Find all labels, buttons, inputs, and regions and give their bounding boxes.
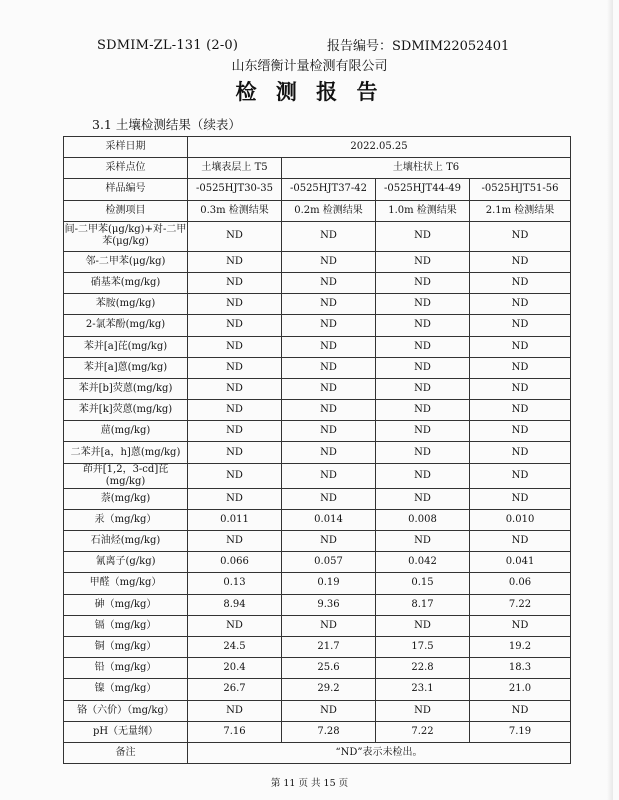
page-edge-shadow: [607, 0, 613, 800]
parameter-name: 苯并[a]蒽(mg/kg): [64, 357, 188, 378]
result-value: ND: [188, 315, 282, 336]
parameter-name: 苯并[a]芘(mg/kg): [64, 336, 188, 357]
parameter-name: 苯胺(mg/kg): [64, 294, 188, 315]
result-value: ND: [282, 463, 376, 488]
result-row: [64, 400, 571, 421]
result-value: 9.36: [282, 594, 376, 615]
sample-id: -0525HJT44-49: [376, 179, 470, 200]
result-value: 0.014: [282, 509, 376, 530]
result-value: ND: [470, 221, 571, 251]
result-value: 21.7: [282, 636, 376, 657]
result-value: 19.2: [470, 636, 571, 657]
result-value: ND: [188, 400, 282, 421]
document-title: 检 测 报 告: [235, 79, 384, 104]
result-value: 29.2: [282, 679, 376, 700]
result-row: [64, 378, 571, 399]
parameter-name: 萘(mg/kg): [64, 488, 188, 509]
result-value: ND: [376, 400, 470, 421]
result-value: 17.5: [376, 636, 470, 657]
parameter-name: 邻-二甲苯(μg/kg): [64, 251, 188, 272]
result-value: ND: [188, 700, 282, 721]
result-value: ND: [470, 294, 571, 315]
result-value: ND: [470, 442, 571, 463]
sample-id: -0525HJT30-35: [188, 179, 282, 200]
result-row: [64, 421, 571, 442]
result-value: ND: [470, 463, 571, 488]
depth-label: 1.0m 检测结果: [376, 200, 470, 221]
result-value: ND: [470, 315, 571, 336]
parameter-name: pH（无量纲）: [64, 721, 188, 742]
remark-label: 备注: [64, 742, 188, 763]
parameter-name: 氰离子(g/kg): [64, 552, 188, 573]
result-value: 7.19: [470, 721, 571, 742]
site-t6: 土壤柱状上 T6: [282, 158, 571, 179]
result-value: 21.0: [470, 679, 571, 700]
result-value: ND: [470, 615, 571, 636]
result-value: ND: [376, 421, 470, 442]
result-row: [64, 573, 571, 594]
date-row: [64, 137, 571, 158]
result-row: [64, 272, 571, 293]
depth-label: 2.1m 检测结果: [470, 200, 571, 221]
parameter-name: 苯并[b]荧蒽(mg/kg): [64, 378, 188, 399]
result-value: ND: [282, 294, 376, 315]
result-row: [64, 679, 571, 700]
result-row: [64, 336, 571, 357]
result-row: [64, 531, 571, 552]
depth-label: 0.2m 检测结果: [282, 200, 376, 221]
result-row: [64, 615, 571, 636]
date-label: 采样日期: [64, 137, 188, 158]
result-row: [64, 488, 571, 509]
result-value: ND: [376, 700, 470, 721]
section-title: 3.1 土壤检测结果（续表）: [92, 117, 241, 132]
result-value: 0.19: [282, 573, 376, 594]
result-value: ND: [470, 357, 571, 378]
parameter-name: 汞（mg/kg）: [64, 509, 188, 530]
result-value: ND: [188, 357, 282, 378]
result-value: ND: [282, 442, 376, 463]
result-value: ND: [188, 294, 282, 315]
parameter-name: 甲醛（mg/kg）: [64, 573, 188, 594]
result-row: [64, 221, 571, 251]
result-value: 26.7: [188, 679, 282, 700]
result-row: [64, 658, 571, 679]
result-value: ND: [376, 294, 470, 315]
result-value: ND: [282, 357, 376, 378]
result-value: 22.8: [376, 658, 470, 679]
item-row: [64, 200, 571, 221]
result-value: ND: [376, 488, 470, 509]
result-value: ND: [282, 421, 376, 442]
result-value: 0.13: [188, 573, 282, 594]
sample-row: [64, 179, 571, 200]
parameter-name: 石油烃(mg/kg): [64, 531, 188, 552]
result-value: 0.15: [376, 573, 470, 594]
parameter-name: 铬（六价）（mg/kg）: [64, 700, 188, 721]
result-value: ND: [282, 221, 376, 251]
parameter-name: 2-氯苯酚(mg/kg): [64, 315, 188, 336]
remark-row: [64, 742, 571, 763]
result-value: 0.008: [376, 509, 470, 530]
result-row: [64, 357, 571, 378]
site-label: 采样点位: [64, 158, 188, 179]
result-value: ND: [188, 378, 282, 399]
result-value: ND: [188, 221, 282, 251]
parameter-name: 镍（mg/kg）: [64, 679, 188, 700]
result-row: [64, 509, 571, 530]
result-value: 7.22: [470, 594, 571, 615]
result-value: ND: [188, 272, 282, 293]
page-footer: 第 11 页 共 15 页: [270, 778, 349, 789]
sample-id: -0525HJT37-42: [282, 179, 376, 200]
company-name: 山东缙衡计量检测有限公司: [231, 59, 388, 74]
result-row: [64, 636, 571, 657]
result-value: ND: [376, 221, 470, 251]
parameter-name: 二苯并[a，h]蒽(mg/kg): [64, 442, 188, 463]
parameter-name: 茚并[1,2，3-cd]芘(mg/kg): [64, 463, 188, 488]
result-value: ND: [376, 315, 470, 336]
result-value: ND: [470, 272, 571, 293]
result-value: ND: [470, 400, 571, 421]
result-value: ND: [376, 378, 470, 399]
result-row: [64, 251, 571, 272]
result-value: ND: [470, 378, 571, 399]
parameter-name: 间-二甲苯(μg/kg)+对-二甲苯(μg/kg): [64, 221, 188, 251]
item-label: 检测项目: [64, 200, 188, 221]
result-value: ND: [376, 531, 470, 552]
result-value: ND: [470, 421, 571, 442]
result-value: ND: [188, 336, 282, 357]
result-value: ND: [188, 488, 282, 509]
result-row: [64, 721, 571, 742]
result-value: 0.066: [188, 552, 282, 573]
result-value: 0.011: [188, 509, 282, 530]
result-value: 7.22: [376, 721, 470, 742]
result-row: [64, 442, 571, 463]
result-value: ND: [282, 378, 376, 399]
result-row: [64, 700, 571, 721]
result-value: ND: [376, 615, 470, 636]
result-value: ND: [188, 463, 282, 488]
result-value: ND: [188, 442, 282, 463]
result-value: ND: [282, 315, 376, 336]
result-value: ND: [282, 488, 376, 509]
result-value: ND: [470, 251, 571, 272]
result-value: 7.16: [188, 721, 282, 742]
result-value: ND: [282, 336, 376, 357]
result-row: [64, 463, 571, 488]
result-row: [64, 594, 571, 615]
result-value: ND: [376, 251, 470, 272]
result-value: ND: [376, 272, 470, 293]
result-value: ND: [188, 615, 282, 636]
result-value: 0.010: [470, 509, 571, 530]
result-value: 8.17: [376, 594, 470, 615]
result-value: ND: [282, 615, 376, 636]
result-value: ND: [376, 336, 470, 357]
parameter-name: 铜（mg/kg）: [64, 636, 188, 657]
result-value: ND: [470, 336, 571, 357]
result-value: ND: [470, 488, 571, 509]
result-value: ND: [282, 531, 376, 552]
sample-id: -0525HJT51-56: [470, 179, 571, 200]
site-row: [64, 158, 571, 179]
parameter-name: 铅（mg/kg）: [64, 658, 188, 679]
result-value: ND: [188, 421, 282, 442]
result-row: [64, 315, 571, 336]
date-value: 2022.05.25: [188, 137, 571, 158]
parameter-name: 镉（mg/kg）: [64, 615, 188, 636]
result-value: 0.06: [470, 573, 571, 594]
result-row: [64, 294, 571, 315]
result-value: ND: [376, 442, 470, 463]
soil-results-table: [63, 136, 571, 764]
report-number: 报告编号：SDMIM22052401: [327, 39, 510, 54]
remark-value: “ND”表示未检出。: [188, 742, 571, 763]
result-value: ND: [188, 251, 282, 272]
result-value: ND: [282, 400, 376, 421]
result-value: 7.28: [282, 721, 376, 742]
result-value: 0.041: [470, 552, 571, 573]
parameter-name: 砷（mg/kg）: [64, 594, 188, 615]
parameter-name: 苯并[k]荧蒽(mg/kg): [64, 400, 188, 421]
result-value: 25.6: [282, 658, 376, 679]
form-code: SDMIM-ZL-131 (2-0): [97, 38, 239, 53]
result-value: ND: [376, 357, 470, 378]
sample-label: 样品编号: [64, 179, 188, 200]
depth-label: 0.3m 检测结果: [188, 200, 282, 221]
site-t5: 土壤表层上 T5: [188, 158, 282, 179]
result-value: 24.5: [188, 636, 282, 657]
result-value: ND: [188, 531, 282, 552]
result-value: ND: [282, 700, 376, 721]
result-value: 23.1: [376, 679, 470, 700]
result-value: 18.3: [470, 658, 571, 679]
result-value: 8.94: [188, 594, 282, 615]
result-value: ND: [376, 463, 470, 488]
result-row: [64, 552, 571, 573]
result-value: ND: [282, 251, 376, 272]
result-value: ND: [282, 272, 376, 293]
result-value: ND: [470, 700, 571, 721]
result-value: 0.042: [376, 552, 470, 573]
parameter-name: 硝基苯(mg/kg): [64, 272, 188, 293]
parameter-name: 䓛(mg/kg): [64, 421, 188, 442]
result-value: ND: [470, 531, 571, 552]
result-value: 0.057: [282, 552, 376, 573]
result-value: 20.4: [188, 658, 282, 679]
